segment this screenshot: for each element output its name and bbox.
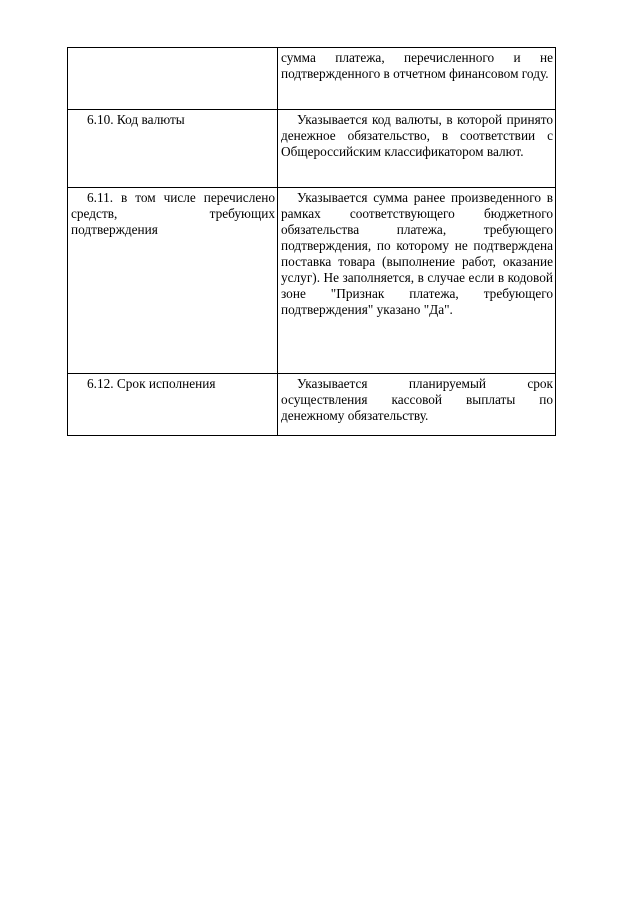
row-label: 6.10. Код валюты: [87, 112, 185, 127]
row-description: сумма платежа, перечисленного и не подтвержденного в отчетном финансовом году.: [281, 50, 553, 81]
table-row: [68, 110, 556, 188]
row-label: 6.12. Срок исполнения: [87, 376, 216, 391]
row-label: 6.11. в том числе перечислено средств, требующих подтверждения: [71, 190, 275, 237]
row-description: Указывается планируемый срок осуществления кассовой выплаты по денежному обязательству.: [281, 376, 553, 423]
table-row: [68, 374, 556, 436]
row-description: Указывается сумма ранее произведенного в рамках соответствующего бюджетного обязательства платежа, требующего подтверждения, по которому не подтверждена поставка товара (выполнение работ, оказание услуг). Не заполняется, в случае если в кодовой зоне "Признак платежа, требующего подтверждения" указано "Да".: [281, 190, 553, 317]
row-description-cell: [278, 188, 556, 374]
row-description: Указывается код валюты, в которой принято денежное обязательство, в соответствии с Общероссийским классификатором валют.: [281, 112, 553, 159]
row-description-cell: [278, 48, 556, 110]
document-table: [67, 47, 556, 436]
row-description-cell: [278, 110, 556, 188]
row-label-cell: [68, 374, 278, 436]
row-label-cell: [68, 188, 278, 374]
table-row: [68, 48, 556, 110]
row-label-cell: [68, 48, 278, 110]
row-label-cell: [68, 110, 278, 188]
table-row: [68, 188, 556, 374]
row-description-cell: [278, 374, 556, 436]
